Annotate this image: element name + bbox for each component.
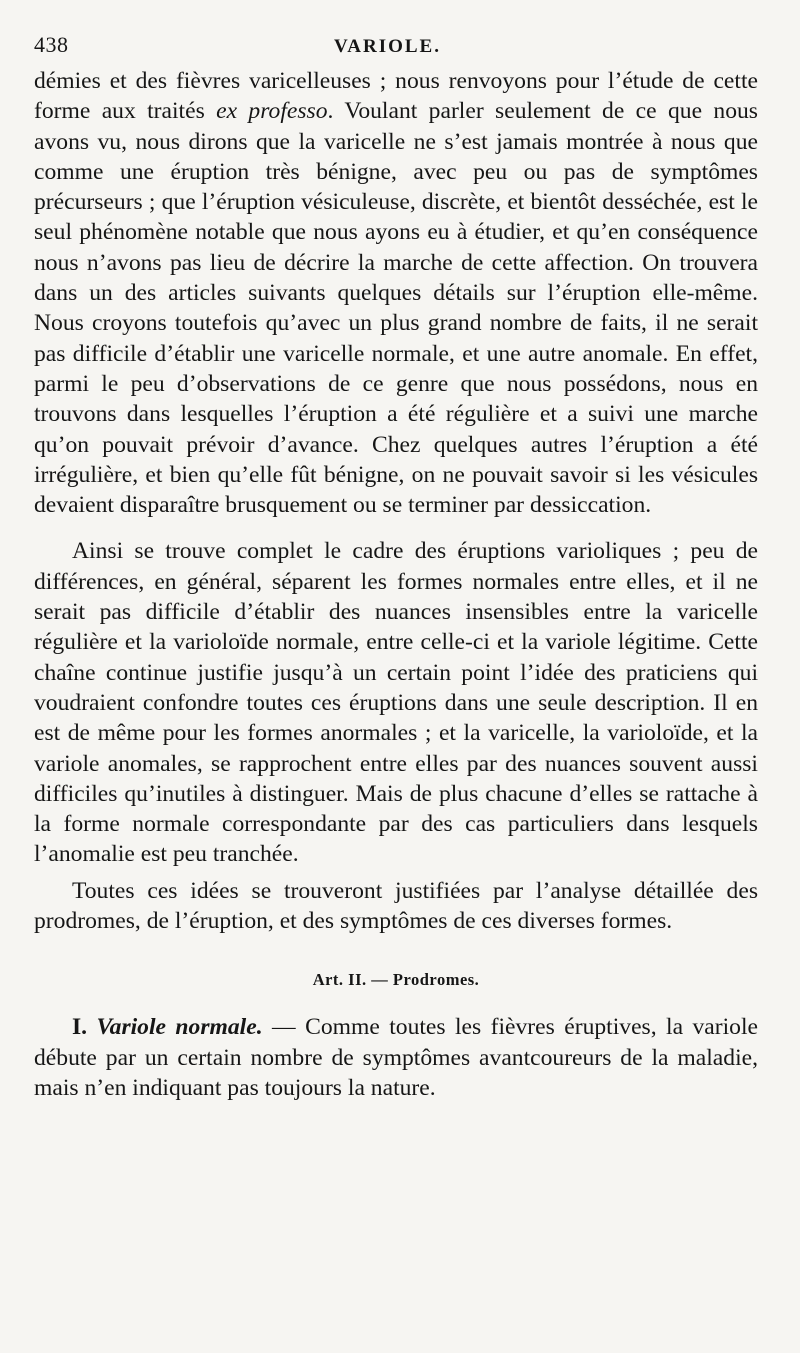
running-header <box>34 32 758 66</box>
subsection-number: I. <box>72 1014 88 1041</box>
paragraph-varicelle <box>34 66 758 520</box>
page-number: 438 <box>34 32 69 57</box>
paragraph-variole-normale <box>34 1012 758 1103</box>
running-title: VARIOLE. <box>334 36 441 57</box>
paragraph-text: . Voulant parler seulement de ce que nous avons vu, nous dirons que la varicelle ne s’est jamais montrée à nous que comme une éruption très bénigne, avec peu ou pas de symptômes précurseurs ; que l’éruption vésiculeuse, discrète, et bientôt desséchée, est le seul phénomène notable que nous ayons eu à étudier, et qu’en conséquence nous n’avons pas lieu de décrire la marche de cette affection. On trouvera dans un des articles suivants quelques détails sur l’éruption elle-même. Nous croyons toutefois qu’avec un plus grand nombre de faits, il ne serait pas difficile d’établir une varicelle normale, et une autre anomale. En effet, parmi le peu d’observations de ce genre que nous possédons, nous en trouvons dans lesquelles l’éruption a été régulière et a suivi une marche qu’on pouvait prévoir d’avance. Chez quelques autres l’éruption a été irrégulière, et bien qu’elle fût bénigne, on ne pouvait savoir si les vésicules devaient disparaître brusquement ou se terminer par dessiccation. <box>34 98 758 519</box>
emphasis-ex-professo: ex professo <box>216 98 328 125</box>
subsection-term: Variole normale. <box>96 1014 263 1041</box>
paragraph-idees: Toutes ces idées se trouveront justifiées par l’analyse détaillée des prodromes, de l’éruption, et des symptômes de ces diverses formes. <box>34 877 758 935</box>
paragraph-eruptions-cadre: Ainsi se trouve complet le cadre des éruptions varioliques ; peu de différences, en général, séparent les formes normales entre elles, et il ne serait pas difficile d’établir des nuances insensibles entre la varicelle régulière et la varioloïde normale, entre celle-ci et la variole légitime. Cette chaîne continue justifie jusqu’à un certain point l’idée des praticiens qui voudraient confondre toutes ces éruptions dans une seule description. Il en est de même pour les formes anormales ; et la varicelle, la varioloïde, et la variole anomales, se rapprochent entre elles par des nuances souvent aussi difficiles qu’inutiles à distinguer. Mais de plus chacune d’elles se rattache à la forme normale correspondante par des cas particuliers dans lesquels l’anomalie est peu tranchée. <box>34 538 758 868</box>
subsection-text: Comme toutes les fièvres éruptives, la variole débute par un certain nombre de symptômes avantcoureurs de la maladie, mais n’en indiquant pas toujours la nature. <box>34 1014 759 1101</box>
subsection-dash: — <box>262 1014 306 1041</box>
paragraph-text: démies et des fièvres varicelleuses ; nous renvoyons pour l’étude de cette forme aux traités <box>34 68 758 125</box>
section-heading: Art. II. — Prodromes. <box>312 970 480 990</box>
